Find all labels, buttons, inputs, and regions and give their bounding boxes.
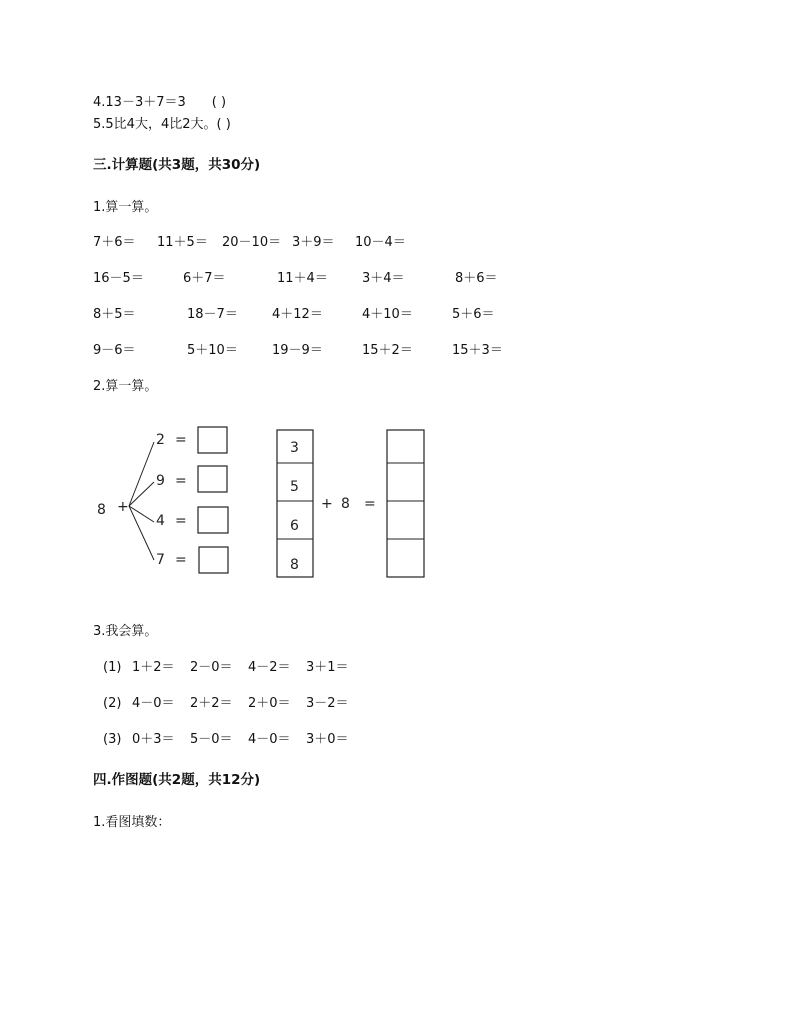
calc-item: 5＋10＝ bbox=[187, 343, 238, 358]
section-4-heading: 四.作图题(共2题，共12分) bbox=[93, 772, 261, 788]
section-4-q1-title: 1.看图填数： bbox=[93, 815, 171, 830]
calc-item: 3＋1＝ bbox=[306, 660, 349, 675]
calc-item: 15＋2＝ bbox=[362, 343, 413, 358]
column-answer-box[interactable] bbox=[387, 430, 424, 577]
calc-item: 20－10＝ bbox=[222, 235, 282, 250]
fan-branch-line bbox=[129, 482, 154, 506]
calc-item: 4－2＝ bbox=[248, 660, 291, 675]
fan-answer-box[interactable] bbox=[198, 507, 228, 533]
calc-item: 3＋9＝ bbox=[292, 235, 335, 250]
q2-title: 2.算一算。 bbox=[93, 379, 158, 394]
calc-item: 2＋0＝ bbox=[248, 696, 291, 711]
calc-item: 4－0＝ bbox=[132, 696, 175, 711]
q3-row-label: (1) bbox=[103, 660, 122, 675]
fan-addend: 7 bbox=[156, 552, 165, 568]
calc-item: 8＋5＝ bbox=[93, 307, 136, 322]
fan-answer-box[interactable] bbox=[198, 466, 227, 492]
q3-title: 3.我会算。 bbox=[93, 624, 158, 639]
calc-item: 3＋0＝ bbox=[306, 732, 349, 747]
column-addend: 8 bbox=[341, 496, 350, 512]
fan-answer-box[interactable] bbox=[199, 547, 228, 573]
calc-item: 4＋10＝ bbox=[362, 307, 413, 322]
fan-branch-line bbox=[129, 442, 154, 506]
q1-title: 1.算一算。 bbox=[93, 200, 158, 215]
q2-diagram bbox=[0, 410, 794, 610]
fan-equals: = bbox=[175, 473, 187, 489]
calc-item: 9－6＝ bbox=[93, 343, 136, 358]
calc-item: 11＋4＝ bbox=[277, 271, 328, 286]
column-value: 5 bbox=[290, 479, 299, 495]
calc-item: 18－7＝ bbox=[187, 307, 238, 322]
fan-equals: = bbox=[175, 432, 187, 448]
fan-plus-sign: + bbox=[117, 499, 129, 515]
calc-item: 16－5＝ bbox=[93, 271, 144, 286]
column-equals: = bbox=[364, 496, 376, 512]
q3-row-label: (2) bbox=[103, 696, 122, 711]
calc-item: 4－0＝ bbox=[248, 732, 291, 747]
column-value: 6 bbox=[290, 518, 299, 534]
calc-item: 10－4＝ bbox=[355, 235, 406, 250]
calc-item: 15＋3＝ bbox=[452, 343, 503, 358]
calc-item: 2＋2＝ bbox=[190, 696, 233, 711]
calc-item: 4＋12＝ bbox=[272, 307, 323, 322]
calc-item: 1＋2＝ bbox=[132, 660, 175, 675]
section-3-heading: 三.计算题(共3题，共30分) bbox=[93, 157, 261, 173]
fan-addend: 2 bbox=[156, 432, 165, 448]
calc-item: 2－0＝ bbox=[190, 660, 233, 675]
calc-item: 5＋6＝ bbox=[452, 307, 495, 322]
judge-question-5: 5.5比4大，4比2大。( ) bbox=[93, 117, 231, 132]
fan-addend: 9 bbox=[156, 473, 165, 489]
calc-item: 0＋3＝ bbox=[132, 732, 175, 747]
q3-row-label: (3) bbox=[103, 732, 122, 747]
fan-addend: 4 bbox=[156, 513, 165, 529]
fan-equals: = bbox=[175, 552, 187, 568]
calc-item: 3－2＝ bbox=[306, 696, 349, 711]
fan-base-number: 8 bbox=[97, 502, 106, 518]
judge-question-4: 4.13－3＋7＝3 ( ) bbox=[93, 95, 227, 110]
calc-item: 6＋7＝ bbox=[183, 271, 226, 286]
column-value: 3 bbox=[290, 440, 299, 456]
calc-item: 7＋6＝ bbox=[93, 235, 136, 250]
fan-answer-box[interactable] bbox=[198, 427, 227, 453]
calc-item: 5－0＝ bbox=[190, 732, 233, 747]
column-plus-sign: + bbox=[321, 496, 333, 512]
column-value: 8 bbox=[290, 557, 299, 573]
calc-item: 3＋4＝ bbox=[362, 271, 405, 286]
fan-equals: = bbox=[175, 513, 187, 529]
calc-item: 11＋5＝ bbox=[157, 235, 208, 250]
calc-item: 8＋6＝ bbox=[455, 271, 498, 286]
calc-item: 19－9＝ bbox=[272, 343, 323, 358]
